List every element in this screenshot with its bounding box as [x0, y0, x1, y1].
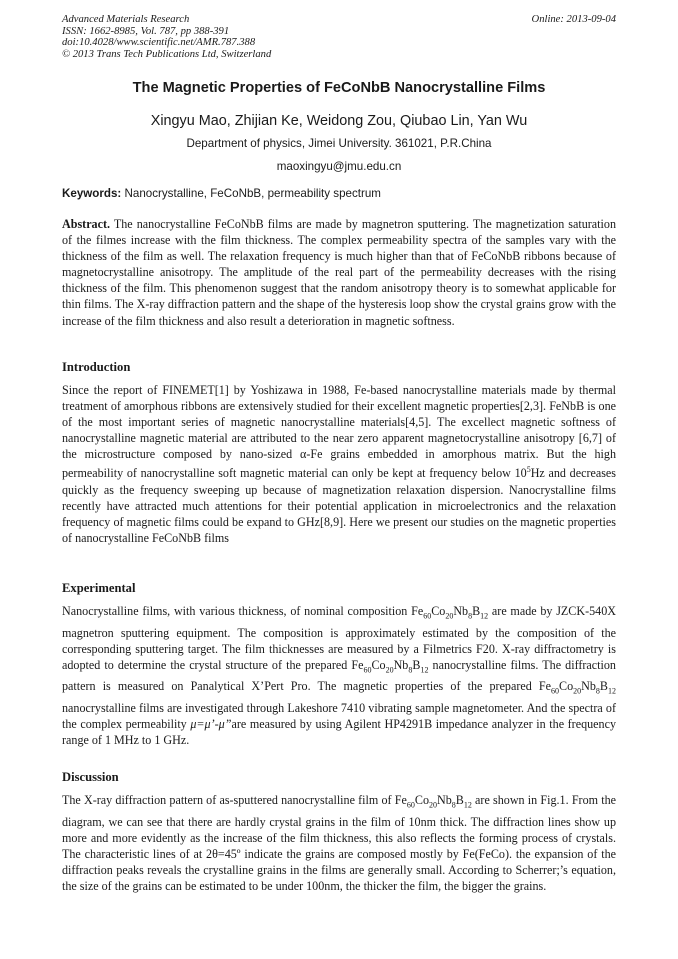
introduction-paragraph [62, 382, 616, 546]
section-heading-introduction: Introduction [62, 360, 131, 374]
experimental-text-4: nanocrystalline films are investigated through Lakeshore 7410 vibrating sample magnetometer. And the spectra of the complex permeability [62, 700, 616, 731]
copyright-notice: © 2013 Trans Tech Publications Ltd, Switzerland [62, 48, 272, 60]
journal-header [62, 14, 616, 60]
paper-title: The Magnetic Properties of FeCoNbB Nanocrystalline Films [132, 80, 546, 96]
section-heading-discussion: Discussion [62, 770, 119, 784]
experimental-text-1: Nanocrystalline films, with various thickness, of nominal composition [62, 604, 412, 618]
superscript: 5 [526, 465, 531, 475]
keywords-line [62, 187, 616, 200]
discussion-text-2: are shown in Fig.1. From the diagram, we can see that there are hardly crystal grains in the film of 10nm thick. The diffraction lines show up more and more evidently as the increase of the film thickness, this also reflects the forming process of crystals. The characteristic lines of at 2θ=45º indicate the grains are composed mostly by Fe(FeCo). the expansion of the diffraction peaks reveals the crystalline grains in the films are generally small. According to Scherrer;’s equation, the size of the grains can be estimated to be under 100nm, the thicker the film, the bigger the grains. [62, 793, 616, 893]
composition-formula: $Fe_{60}Co_{20}Nb_8B_{12}$ [351, 657, 429, 675]
journal-issn: ISSN: 1662-8985, Vol. 787, pp 388-391 [62, 25, 230, 37]
section-heading-experimental: Experimental [62, 581, 136, 595]
experimental-text-5: are measured by using Agilent HP4291B impedance analyzer in the frequency range of 1 MHz to 1 GHz. [62, 716, 616, 747]
experimental-text-2: are made by JZCK-540X magnetron sputtering equipment. The composition is approximately estimated by the composition of the corresponding sputtering target. The film thicknesses are measured by a Filmetrics F20. X-ray diffractometry is adopted to determine the crystal structure of the prepared [62, 604, 617, 672]
composition-formula: $Fe_{60}Co_{20}Nb_8B_{12}$ [411, 604, 489, 621]
abstract-label: Abstract. [62, 217, 111, 231]
experimental-text-3: nanocrystalline films. The diffraction pattern is measured on Panalytical X’Pert Pro. The magnetic properties of the prepared [62, 657, 616, 694]
keywords-text: Nanocrystalline, FeCoNbB, permeability spectrum [124, 187, 381, 200]
journal-name: Advanced Materials Research [62, 14, 190, 25]
introduction-text-part2: Hz and decreases quickly as the frequency sweeping up because of magnetization relaxation dispersion. Nanocrystalline films recently have attracted much attentions for their potential application in microelectronics and the relaxation frequency of magnetic films could be expand to GHz[8,9]. Here we present our studies on the magnetic properties of nanocrystalline FeCoNbB films [62, 466, 617, 545]
affiliation: Department of physics, Jimei University. 361021, P.R.China [186, 137, 492, 150]
abstract-text: The nanocrystalline FeCoNbB films are made by magnetron sputtering. The magnetization saturation of the filmes increase with the film thickness. The complex permeability spectra of the samples vary with the thickness of the film as well. The relaxation frequency is much higher than that of FeCoNbB ribbons because of magnetocrystalline anisotropy. The amplitude of the real part of the permeability decreases with the rising thickness of the film. This phenomenon suggest that the random anisotropy theory is to somewhat applicable for thin films. The X-ray diffraction pattern and the shape of the hysteresis loop show the crystal grains grow with the increase of the film thickness and also result a deterioration in magnetic softness. [62, 217, 616, 328]
introduction-text-part1: Since the report of FINEMET[1] by Yoshizawa in 1988, Fe-based nanocrystalline materials made by thermal treatment of amorphous ribbons are extensively studied for their excellent magnetic properties[2,3]. FeNbB is one of the most important series of magnetic nanocrystalline materials[4,5]. The excellect magnetic softness of nanocrystalline magnetic material are attributed to the near zero apparent magnetocrystalline anisotropy [6,7] of the microstructure composed by nano-sized α-Fe grains embedded in amorphous matrix. But the high permeability of nanocrystalline soft magnetic material can only be kept at frequency below 10 [62, 383, 616, 481]
author-list: Xingyu Mao, Zhijian Ke, Weidong Zou, Qiubao Lin, Yan Wu [150, 113, 528, 129]
composition-formula: $Fe_{60}Co_{20}Nb_8B_{12}$ [394, 793, 472, 810]
online-date: Online: 2013-09-04 [531, 14, 616, 25]
composition-formula: $Fe_{60}Co_{20}Nb_8B_{12}$ [538, 679, 616, 696]
journal-doi: doi:10.4028/www.scientific.net/AMR.787.388 [62, 37, 256, 49]
experimental-paragraph [62, 603, 616, 748]
abstract-paragraph [62, 216, 616, 329]
discussion-paragraph [62, 792, 616, 894]
discussion-text-1: The X-ray diffraction pattern of as-sputtered nanocrystalline film of [62, 793, 395, 807]
contact-email: maoxingyu@jmu.edu.cn [276, 160, 402, 173]
permeability-symbol: μ=μ’-μ” [190, 716, 232, 731]
keywords-label: Keywords: [62, 187, 122, 200]
